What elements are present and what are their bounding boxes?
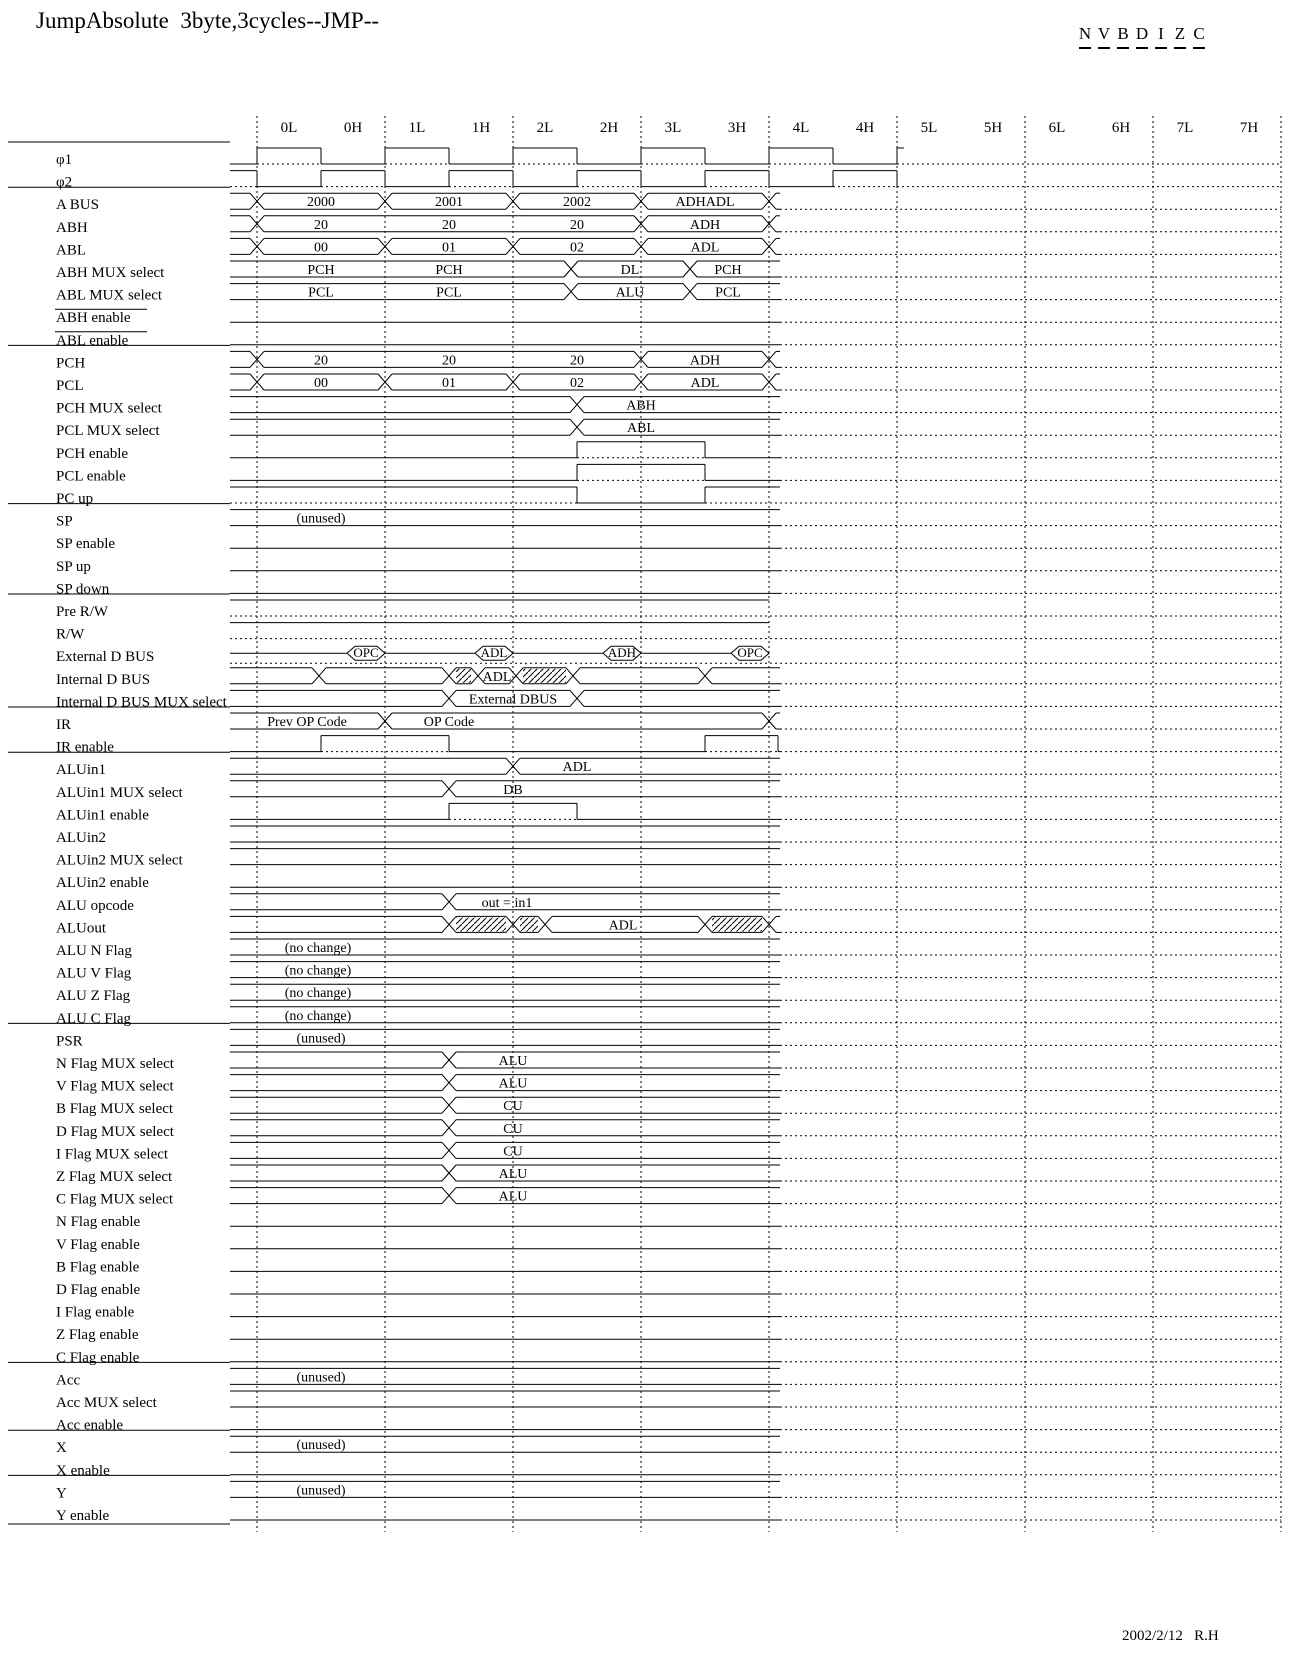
signal-row-aluin2 (56, 826, 1281, 846)
bus-value: 20 (314, 353, 328, 369)
row-label: N Flag MUX select (56, 1056, 174, 1072)
header-half-label: 6H (1111, 120, 1131, 136)
row-label: C Flag MUX select (56, 1191, 174, 1208)
bus-value: External DBUS (468, 692, 558, 708)
signal-row-r-w (56, 623, 1281, 643)
signal-row-acc-enable (56, 1418, 1281, 1434)
signal-row-sp-enable (56, 536, 1281, 552)
row-label: ABH enable (56, 310, 131, 327)
row-label: Internal D BUS MUX select (56, 694, 227, 711)
bus-value: (unused) (296, 1438, 346, 1454)
row-label: ALUin1 MUX select (56, 784, 183, 801)
dbus-value: OPC (353, 645, 379, 661)
signal-row--1 (8, 142, 1281, 168)
bus-value: ALU (498, 1054, 528, 1069)
row-label: ALU V Flag (56, 965, 132, 982)
signal-row-d-flag-enable (56, 1282, 1281, 1298)
bus-value: CU (503, 1121, 523, 1137)
bus-value: ADL (482, 669, 512, 685)
signal-row-c-flag-mux-select (56, 1188, 1281, 1208)
bus-value: 20 (442, 353, 456, 369)
signal-row-internal-d-bus (56, 668, 1281, 688)
bus-value: CU (503, 1099, 523, 1115)
bus-value: ADL (690, 376, 720, 391)
row-label: PSR (56, 1033, 83, 1050)
signal-row-aluin2-mux-select (56, 849, 1281, 869)
header-half-label: 3L (664, 120, 682, 136)
row-label: External D BUS (56, 649, 155, 666)
bus-value: ADL (562, 760, 592, 776)
signal-row-a-bus (8, 187, 1281, 213)
signal-row-acc (8, 1362, 1281, 1388)
signal-row-pc-up (56, 487, 1281, 507)
signal-row-acc-mux-select (56, 1391, 1281, 1411)
bus-value: OP Code (423, 715, 475, 730)
row-label: X enable (56, 1462, 110, 1479)
bus-value: ALU (498, 1167, 528, 1182)
bus-value: Prev OP Code (267, 715, 347, 730)
dbus-value: OPC (737, 645, 763, 661)
signal-row-pcl (56, 374, 1281, 394)
header-half-label: 0L (280, 120, 298, 136)
bus-value: 20 (570, 353, 584, 369)
signal-row-abl (56, 238, 1281, 258)
signal-row-internal-d-bus-mux-select (56, 690, 1281, 710)
dbus-value: ADH (607, 645, 637, 661)
signal-row-aluin2-enable (56, 875, 1281, 891)
bus-value: ADL (608, 918, 638, 934)
bus-value: ABL (627, 421, 655, 437)
bus-value: PCL (715, 285, 741, 301)
row-label: SP (56, 513, 73, 530)
row-label: SP up (56, 558, 91, 575)
signal-row-aluin1-enable (56, 803, 1281, 823)
row-label: IR enable (56, 739, 114, 756)
signal-row-abl-mux-select (56, 284, 1281, 304)
row-label: ALU Z Flag (56, 988, 131, 1005)
flag-letter: B (1114, 24, 1133, 49)
flag-letter: V (1095, 24, 1114, 49)
row-label: C Flag enable (56, 1349, 140, 1366)
signal-row-pch (8, 345, 1281, 371)
row-label: I Flag enable (56, 1304, 135, 1321)
row-label: V Flag MUX select (56, 1078, 174, 1095)
bus-value: PCH (714, 263, 742, 278)
header-half-label: 5L (920, 120, 938, 136)
flag-letter: D (1133, 24, 1152, 49)
row-label: φ2 (56, 174, 73, 191)
row-label: Acc (56, 1372, 81, 1389)
flag-letter: N (1076, 24, 1095, 49)
signal-row-aluout (56, 916, 1281, 936)
bus-value: CU (503, 1144, 523, 1160)
signal-row-v-flag-enable (56, 1237, 1281, 1253)
bus-value: ADH (689, 353, 721, 369)
bus-value: PCL (308, 285, 334, 301)
bus-value: (unused) (296, 1370, 346, 1386)
row-label: Y (56, 1485, 67, 1502)
bus-value: PCH (435, 263, 463, 278)
header-half-label: 7L (1176, 120, 1194, 136)
bus-value: (no change) (284, 941, 352, 956)
bus-value: 2002 (563, 195, 591, 211)
bus-value: DL (620, 263, 640, 278)
row-label: ALUin1 (56, 762, 106, 779)
bus-value: (no change) (284, 986, 352, 1002)
signal-row-sp (8, 504, 1281, 530)
signal-row-x-enable (56, 1463, 1281, 1479)
row-label: R/W (56, 626, 85, 643)
bus-value: ALU (615, 285, 645, 301)
row-label: PCL enable (56, 468, 126, 485)
bus-value: (no change) (284, 1008, 352, 1024)
row-label: SP enable (56, 536, 116, 553)
row-label: N Flag enable (56, 1214, 141, 1231)
row-label: B Flag enable (56, 1259, 140, 1276)
row-label: PCL (56, 378, 84, 394)
row-label: ALUin2 (56, 830, 106, 846)
bus-value: 2001 (435, 195, 463, 211)
bus-value: ALU (498, 1076, 528, 1092)
signal-row-v-flag-mux-select (56, 1075, 1281, 1095)
row-label: PCH MUX select (56, 400, 162, 417)
bus-value: 02 (570, 240, 584, 256)
signal-row-i-flag-mux-select (56, 1142, 1281, 1162)
signal-row-c-flag-enable (56, 1350, 1281, 1366)
signal-row-abh-mux-select (56, 261, 1281, 281)
row-label: ABH (56, 219, 88, 236)
flag-letter: Z (1171, 24, 1190, 49)
bus-value: out = in1 (481, 895, 533, 911)
row-label: B Flag MUX select (56, 1101, 174, 1118)
bus-value: 20 (570, 217, 584, 233)
signal-row--2 (56, 171, 1281, 191)
signal-row-y (8, 1475, 1281, 1501)
row-label: PCH enable (56, 445, 129, 462)
row-label: PCH (56, 355, 86, 372)
row-label: ABL MUX select (56, 287, 163, 304)
signal-row-x (8, 1430, 1281, 1456)
row-label: ALUout (56, 920, 106, 937)
row-label: A BUS (56, 197, 99, 214)
signal-row-pre-r-w (8, 594, 1281, 620)
signal-row-i-flag-enable (56, 1305, 1281, 1321)
row-label: IR (56, 717, 71, 733)
row-label: D Flag MUX select (56, 1123, 174, 1140)
row-label: Acc enable (56, 1417, 124, 1434)
row-label: ALUin2 enable (56, 875, 149, 892)
signal-row-aluin1-mux-select (56, 781, 1281, 801)
bus-value: (unused) (296, 1483, 346, 1499)
row-label: Z Flag MUX select (56, 1169, 173, 1185)
bus-value: 20 (442, 217, 456, 233)
dbus-value: ADL (480, 645, 508, 661)
row-label: PCL MUX select (56, 423, 160, 440)
header-half-label: 2H (599, 120, 619, 136)
signal-row-z-flag-enable (56, 1327, 1281, 1343)
signal-row-b-flag-mux-select (56, 1097, 1281, 1117)
header-half-label: 7H (1239, 120, 1259, 136)
bus-value: (unused) (296, 1031, 346, 1047)
header-half-label: 6L (1048, 120, 1066, 136)
bus-value: ADL (690, 240, 720, 256)
header-half-label: 0H (343, 120, 363, 136)
signal-row-sp-up (56, 559, 1281, 575)
header-half-label: 3H (727, 120, 747, 136)
signal-row-abl-enable (55, 332, 1281, 349)
header-half-label: 5H (983, 120, 1003, 136)
signal-row-pcl-mux-select (56, 419, 1281, 439)
bus-value: ADHADL (675, 195, 735, 211)
row-label: D Flag enable (56, 1282, 141, 1298)
bus-value: 01 (442, 376, 456, 391)
signal-row-pch-mux-select (56, 397, 1281, 417)
signal-row-ir (8, 707, 1281, 733)
bus-value: ADH (689, 217, 721, 233)
row-label: Internal D BUS (56, 671, 151, 688)
signal-row-alu-n-flag (56, 939, 1281, 959)
row-label: φ1 (56, 152, 73, 168)
flag-letter: C (1190, 24, 1209, 49)
row-label: ABH MUX select (56, 265, 165, 281)
flag-letter: I (1152, 24, 1171, 49)
row-label: ALU C Flag (56, 1010, 131, 1027)
bus-value: (no change) (284, 963, 352, 979)
bus-value: (unused) (296, 511, 346, 527)
signal-row-ir-enable (56, 736, 1281, 756)
signal-row-abh-enable (55, 309, 1281, 326)
bus-value: PCH (307, 263, 335, 278)
signal-row-d-flag-mux-select (56, 1120, 1281, 1140)
signal-row-aluin1 (8, 752, 1281, 778)
row-label: ALUin2 MUX select (56, 852, 183, 869)
bus-value: 00 (314, 376, 328, 391)
row-label: I Flag MUX select (56, 1146, 169, 1163)
bus-value: 02 (570, 376, 584, 391)
row-label: Z Flag enable (56, 1327, 139, 1344)
signal-row-pcl-enable (56, 464, 1281, 484)
bus-value: 00 (314, 240, 328, 256)
row-label: Pre R/W (56, 604, 109, 620)
signal-row-z-flag-mux-select (56, 1165, 1281, 1185)
signal-row-n-flag-enable (56, 1214, 1281, 1230)
row-label: ABL (56, 242, 86, 259)
row-label: PC up (56, 491, 94, 507)
bus-value: 20 (314, 217, 328, 233)
signal-row-n-flag-mux-select (56, 1052, 1281, 1072)
signal-row-alu-c-flag (56, 1007, 1281, 1027)
row-label: ABL enable (56, 332, 129, 349)
bus-value: 01 (442, 240, 456, 256)
header-half-label: 2L (536, 120, 554, 136)
signal-row-alu-z-flag (56, 984, 1281, 1004)
row-label: V Flag enable (56, 1236, 140, 1253)
row-label: X (56, 1440, 67, 1457)
page-title: JumpAbsolute 3byte,3cycles--JMP-- (36, 8, 380, 33)
header-half-label: 4L (792, 120, 810, 136)
bus-value: DB (503, 782, 523, 798)
signal-row-alu-opcode (56, 894, 1281, 914)
row-label: ALU opcode (56, 897, 134, 914)
row-label: Y enable (56, 1508, 110, 1524)
bus-value: ALU (498, 1189, 528, 1205)
signal-row-pch-enable (56, 442, 1281, 462)
signal-row-y-enable (56, 1508, 1281, 1524)
row-label: ALUin1 enable (56, 807, 149, 824)
row-label: Acc MUX select (56, 1395, 157, 1411)
signal-row-abh (56, 216, 1281, 236)
bus-value: PCL (436, 285, 462, 301)
header-half-label: 1L (408, 120, 426, 136)
signal-row-external-d-bus (56, 645, 1281, 665)
row-label: SP down (56, 581, 110, 598)
header-half-label: 4H (855, 120, 875, 136)
date-signature: 2002/2/12 R.H (1122, 1628, 1219, 1644)
signal-row-psr (8, 1023, 1281, 1049)
bus-value: ABH (626, 398, 656, 414)
signal-row-alu-v-flag (56, 962, 1281, 982)
bus-value: 2000 (307, 195, 335, 211)
signal-row-b-flag-enable (56, 1259, 1281, 1275)
signal-row-sp-down (56, 581, 1281, 597)
row-label: ALU N Flag (56, 943, 132, 959)
header-half-label: 1H (471, 120, 491, 136)
